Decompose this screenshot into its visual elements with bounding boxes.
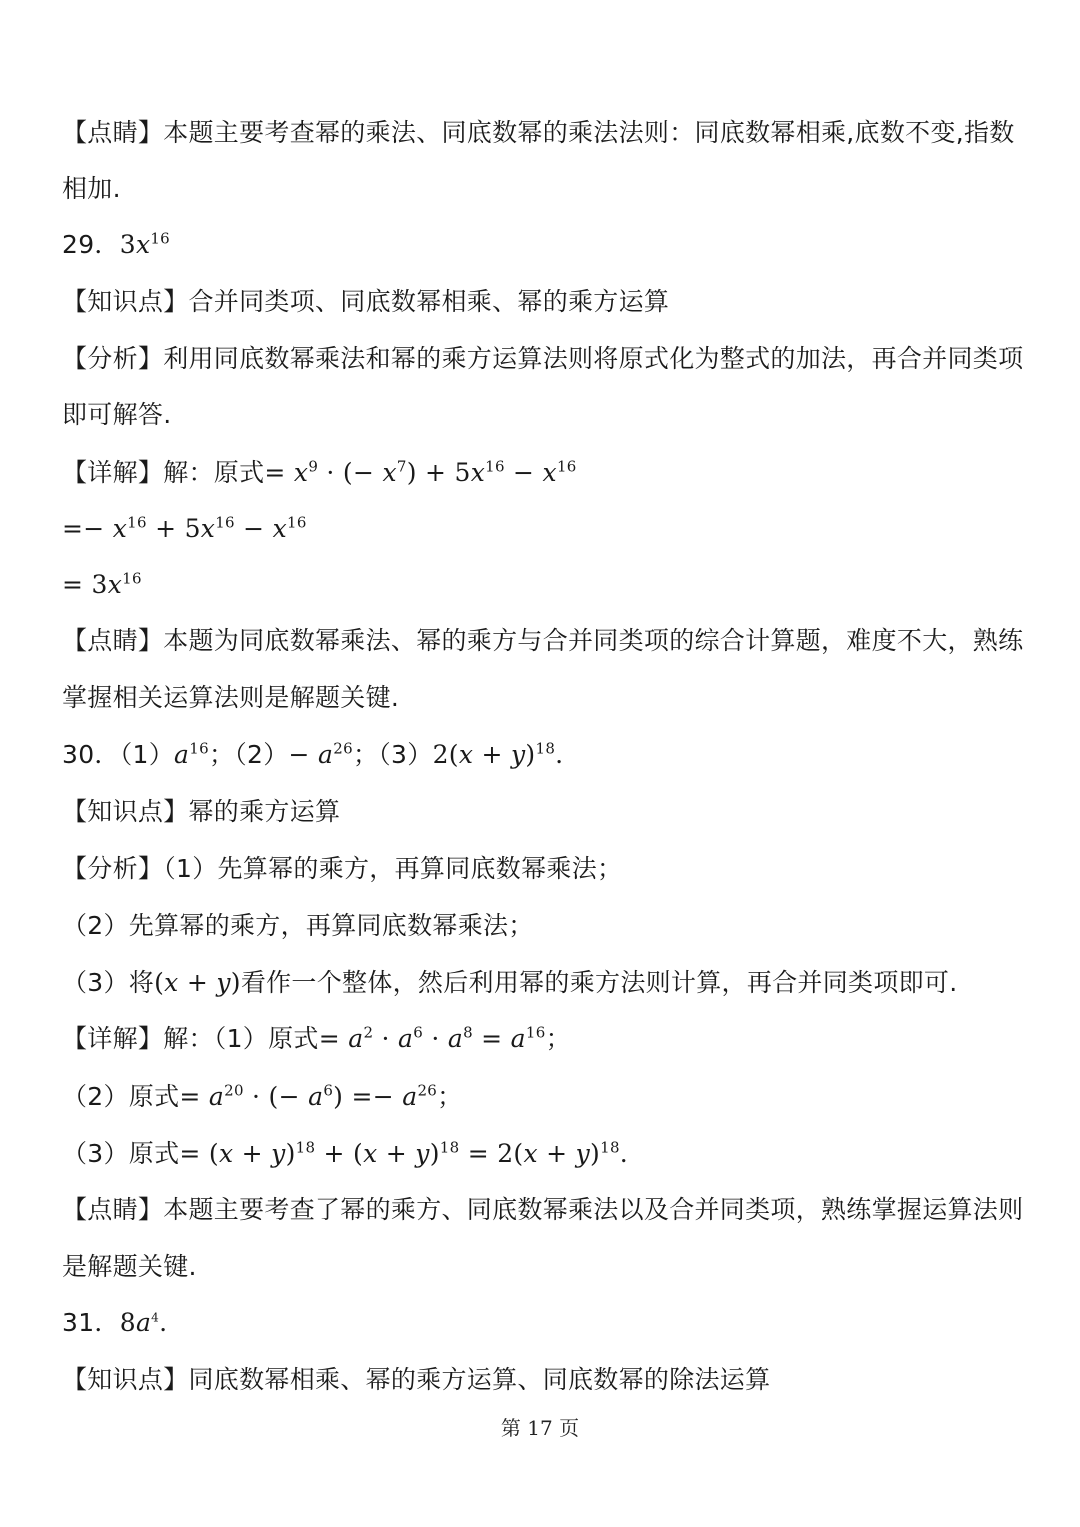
solution-30-3: （3）原式= $(x + y)^{18} + (x + y)^{18} = 2(x + y)^{18}$. [62, 1138, 629, 1168]
answer-29-expr: $3x^{16}$ [119, 229, 171, 259]
answer-29-number: 29． [62, 230, 120, 259]
solution-29-expr1: = $x^9$ · (− $x^7) + 5x^{16} - x^{16}$ [264, 457, 577, 487]
answer-30-number: 30． [62, 740, 120, 769]
note-dianjing-28-cont: 相加. [62, 174, 121, 203]
answer-31 [62, 1306, 1040, 1340]
answer-31-number: 31． [62, 1308, 120, 1337]
answer-31-expr: $8a^4$. [119, 1308, 168, 1337]
analysis-30-3: （3）将(x + y)看作一个整体，然后利用幂的乘方法则计算，再合并同类项即可. [62, 968, 958, 997]
page-number: 第 17 页 [500, 1416, 580, 1440]
note-dianjing-30-cont: 是解题关键. [62, 1252, 197, 1281]
answer-30-expr: $(1)a^{16}$；$(2)- a^{26}$；$(3)2(x + y)^{18}$. [119, 739, 564, 769]
analysis-30-1: 【分析】（1）先算幂的乘方，再算同底数幂乘法； [62, 854, 623, 883]
analysis-29: 【分析】利用同底数幂乘法和幂的乘方运算法则将原式化为整式的加法，再合并同类项 [62, 344, 1024, 373]
answer-29 [62, 228, 1040, 262]
analysis-30-2: （2）先算幂的乘方，再算同底数幂乘法； [62, 911, 534, 940]
knowledge-point-31: 【知识点】同底数幂相乘、幂的乘方运算、同底数幂的除法运算 [62, 1365, 771, 1394]
knowledge-point-29: 【知识点】合并同类项、同底数幂相乘、幂的乘方运算 [62, 287, 670, 316]
note-dianjing-28: 【点睛】本题主要考查幂的乘法、同底数幂的乘法法则：同底数幂相乘,底数不变,指数 [62, 118, 1015, 147]
knowledge-point-30: 【知识点】幂的乘方运算 [62, 797, 341, 826]
solution-29-label: 【详解】解：原式 [62, 458, 265, 487]
note-dianjing-29-cont: 掌握相关运算法则是解题关键. [62, 683, 400, 712]
answer-30 [62, 738, 1040, 772]
note-dianjing-30: 【点睛】本题主要考查了幂的乘方、同底数幂乘法以及合并同类项，熟练掌握运算法则 [62, 1195, 1024, 1224]
solution-30-1: 【详解】解：（1）原式= $a^2 \cdot a^6 \cdot a^8 = a^{16}$； [62, 1023, 571, 1053]
solution-29-step2: =− $x^{16} + 5x^{16} - x^{16}$ [62, 513, 307, 543]
note-dianjing-29: 【点睛】本题为同底数幂乘法、幂的乘方与合并同类项的综合计算题，难度不大，熟练 [62, 626, 1024, 655]
analysis-29-cont: 即可解答. [62, 400, 172, 429]
solution-30-2: （2）原式= $a^{20}$ · (− $a^6) =- a^{26}$； [62, 1081, 463, 1111]
solution-29-step3: = $3x^{16}$ [62, 569, 142, 599]
solution-29-step1 [62, 456, 1040, 490]
